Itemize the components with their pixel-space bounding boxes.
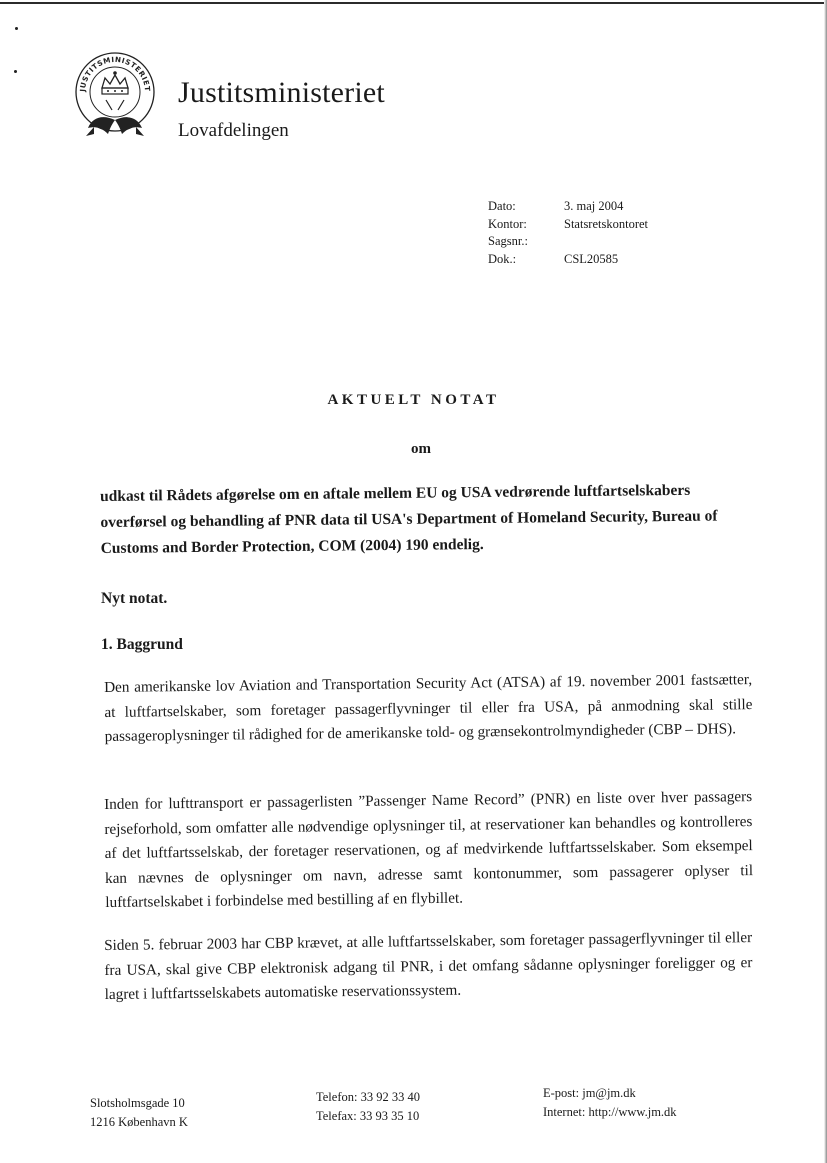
scan-speck xyxy=(14,70,17,73)
meta-row-doc-id xyxy=(488,251,648,269)
body-paragraph: Den amerikanske lov Aviation and Transportation Security Act (ATSA) af 19. november 2001 fastsætter, at luftfartselskaber, som foretager passagerflyvninger til eller fra USA, på anmodning skal stille passageroplysninger til rådighed for de amerikanske told- og grænsekontrolmyndigheder (CBP – DHS). xyxy=(104,671,753,745)
ministry-seal-icon xyxy=(72,48,158,144)
document-title: AKTUELT NOTAT xyxy=(327,392,500,408)
address-city: 1216 København K xyxy=(90,1115,188,1129)
ministry-name: Justitsministeriet xyxy=(178,76,385,109)
website-address: Internet: http://www.jm.dk xyxy=(543,1105,677,1119)
top-scan-edge xyxy=(0,0,827,5)
footer-phone-fax xyxy=(316,1088,420,1126)
meta-value: Statsretskontoret xyxy=(564,216,649,231)
meta-label: Dok.: xyxy=(488,251,517,266)
fax-number: Telefax: 33 93 35 10 xyxy=(316,1109,420,1123)
document-title-om: om xyxy=(411,441,431,457)
meta-row-date xyxy=(488,198,648,216)
meta-value: 3. maj 2004 xyxy=(564,199,624,213)
phone-number: Telefon: 33 92 33 40 xyxy=(316,1090,420,1104)
meta-row-office xyxy=(488,216,648,234)
footer-contact xyxy=(543,1084,677,1122)
department-name: Lovafdelingen xyxy=(178,120,289,141)
meta-value: CSL20585 xyxy=(564,251,619,266)
meta-label: Sagsnr.: xyxy=(488,234,528,248)
document-subject: udkast til Rådets afgørelse om en aftale mellem EU og USA vedrørende luftfartselskabers overførsel og behandling af PNR data til USA's Department of Homeland Security, Bureau of Customs and Border Protection, COM (2004) 190 endelig. xyxy=(100,481,718,557)
body-paragraph: Inden for lufttransport er passagerlisten ”Passenger Name Record” (PNR) en liste over hver passagers rejseforhold, som omfatter alle nødvendige oplysninger til, at reservationer kan behandles og kontrolleres af det luftfartsselskab, der foretager reservationen, og af medvirkende luftfartsselskaber. Som eksempel kan nævnes de oplysninger om navn, adresse samt kontonummer, som passagerer oplyser til luftfartselskabet i forbindelse med bestilling af en flybillet. xyxy=(104,788,754,911)
scan-speck xyxy=(15,27,18,30)
meta-label: Kontor: xyxy=(488,216,527,231)
note-type: Nyt notat. xyxy=(101,590,168,607)
footer-address xyxy=(90,1094,188,1132)
section-heading: 1. Baggrund xyxy=(101,636,183,653)
email-address: E-post: jm@jm.dk xyxy=(543,1086,636,1100)
meta-label: Dato: xyxy=(488,199,516,213)
document-metadata xyxy=(488,198,648,268)
svg-text:JUSTITSMINISTERIET: JUSTITSMINISTERIET xyxy=(77,54,153,93)
body-paragraph: Siden 5. februar 2003 har CBP krævet, at alle luftfartsselskaber, som foretager passagerflyvninger til eller fra USA, skal give CBP elektronisk adgang til PNR, i det omfang sådanne oplysninger foreligger og er lagret i luftfartsselskabets automatiske reservationssystem. xyxy=(104,929,753,1003)
address-street: Slotsholmsgade 10 xyxy=(90,1096,185,1110)
meta-row-case-number xyxy=(488,233,648,251)
